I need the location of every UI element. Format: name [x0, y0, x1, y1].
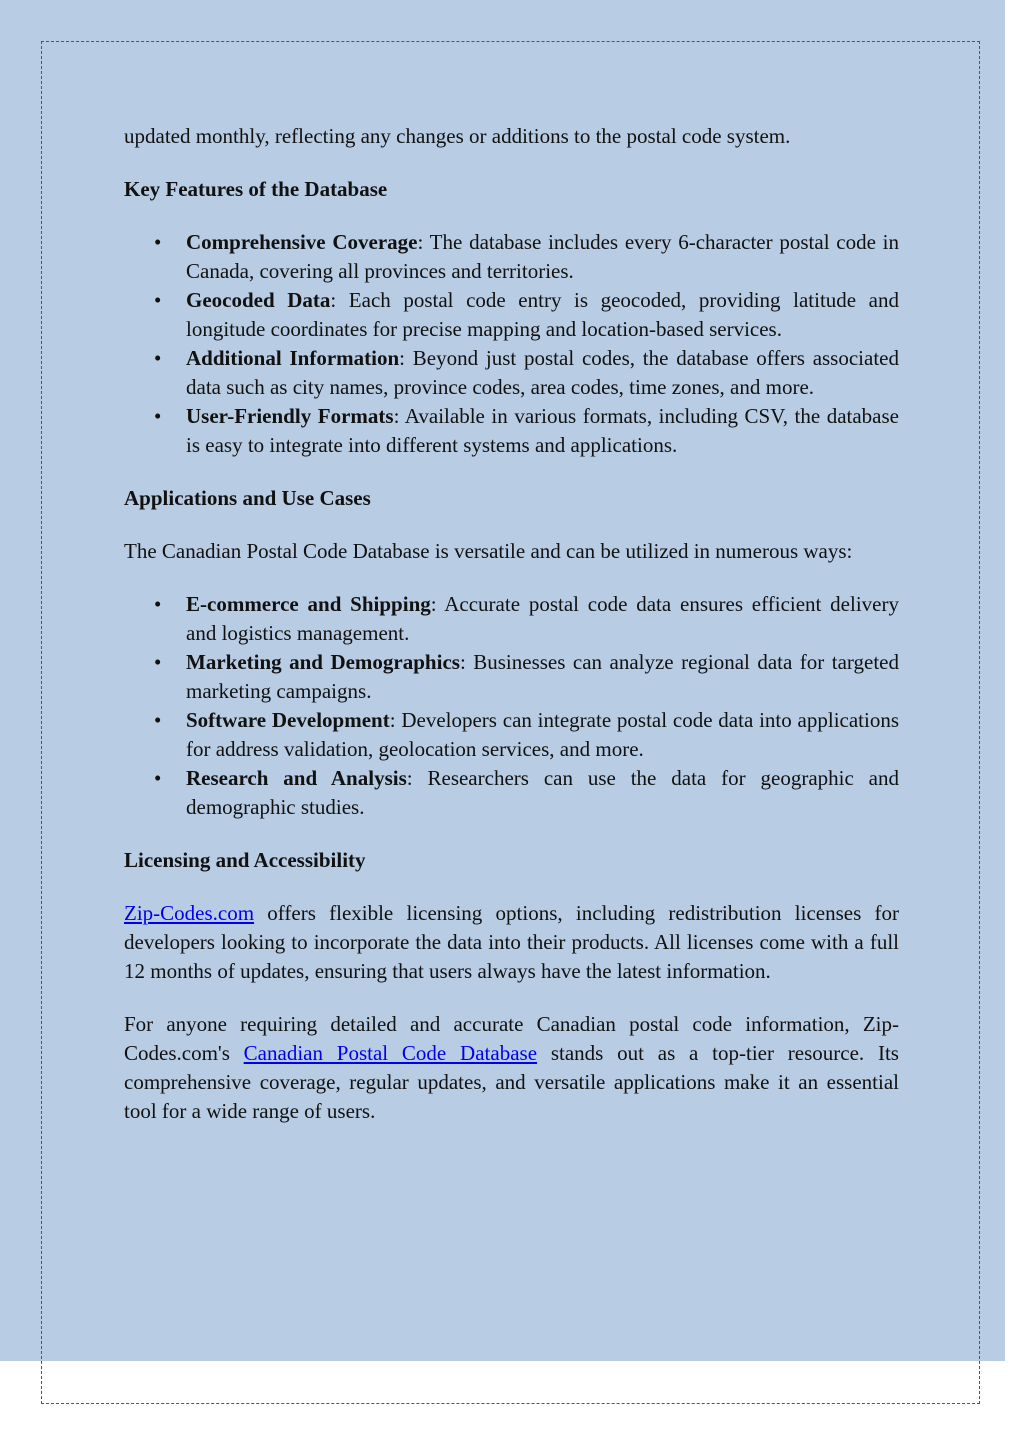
closing-text-after: stands out as a top-tier resource. Its comprehensive coverage, regular updates, and versatile applications make it an essential tool for a wide range of users.: [124, 1041, 899, 1123]
licensing-text: offers flexible licensing options, including redistribution licenses for developers looking to incorporate the data into their products. All licenses come with a full 12 months of updates, ensuring that users always have the latest information.: [124, 901, 899, 983]
list-item-term: Comprehensive Coverage: [186, 230, 418, 254]
database-link[interactable]: Canadian Postal Code Database: [243, 1041, 538, 1065]
list-item-text: : Available in various formats, including CSV, the database is easy to integrate into different systems and applications.: [186, 404, 900, 457]
list-item: [186, 402, 899, 460]
list-item-term: User-Friendly Formats: [186, 404, 394, 428]
applications-heading: Applications and Use Cases: [124, 486, 371, 510]
zip-codes-link[interactable]: Zip-Codes.com: [124, 901, 255, 925]
list-item-term: Geocoded Data: [186, 288, 331, 312]
list-item: [186, 286, 899, 344]
licensing-heading: Licensing and Accessibility: [124, 848, 366, 872]
list-item-term: Research and Analysis: [186, 766, 407, 790]
list-item-term: Additional Information: [186, 346, 400, 370]
list-item-text: : Businesses can analyze regional data for targeted marketing campaigns.: [186, 650, 899, 703]
document-body: [124, 122, 899, 1150]
intro-paragraph: updated monthly, reflecting any changes or additions to the postal code system.: [124, 124, 791, 148]
list-item-term: Marketing and Demographics: [186, 650, 460, 674]
list-item-text: : Accurate postal code data ensures efficient delivery and logistics management.: [186, 592, 899, 645]
features-heading: Key Features of the Database: [124, 177, 388, 201]
list-item: [186, 706, 899, 764]
closing-text-before: For anyone requiring detailed and accurate Canadian postal code information, Zip-Codes.com's: [124, 1012, 899, 1065]
applications-list: [124, 590, 899, 822]
list-item-term: E-commerce and Shipping: [186, 592, 431, 616]
applications-intro: The Canadian Postal Code Database is versatile and can be utilized in numerous ways:: [124, 539, 853, 563]
list-item-text: : The database includes every 6-character postal code in Canada, covering all provinces and territories.: [186, 230, 899, 283]
list-item: [186, 344, 899, 402]
list-item: [186, 648, 899, 706]
list-item-text: : Beyond just postal codes, the database offers associated data such as city names, province codes, area codes, time zones, and more.: [186, 346, 899, 399]
list-item-text: : Developers can integrate postal code data into applications for address validation, geolocation services, and more.: [186, 708, 900, 761]
list-item: [186, 590, 899, 648]
licensing-paragraph: [124, 899, 899, 986]
list-item: [186, 228, 899, 286]
list-item: [186, 764, 899, 822]
closing-paragraph: [124, 1010, 899, 1126]
list-item-text: : Each postal code entry is geocoded, providing latitude and longitude coordinates for precise mapping and location-based services.: [186, 288, 899, 341]
list-item-text: : Researchers can use the data for geographic and demographic studies.: [186, 766, 900, 819]
list-item-term: Software Development: [186, 708, 390, 732]
features-list: [124, 228, 899, 460]
